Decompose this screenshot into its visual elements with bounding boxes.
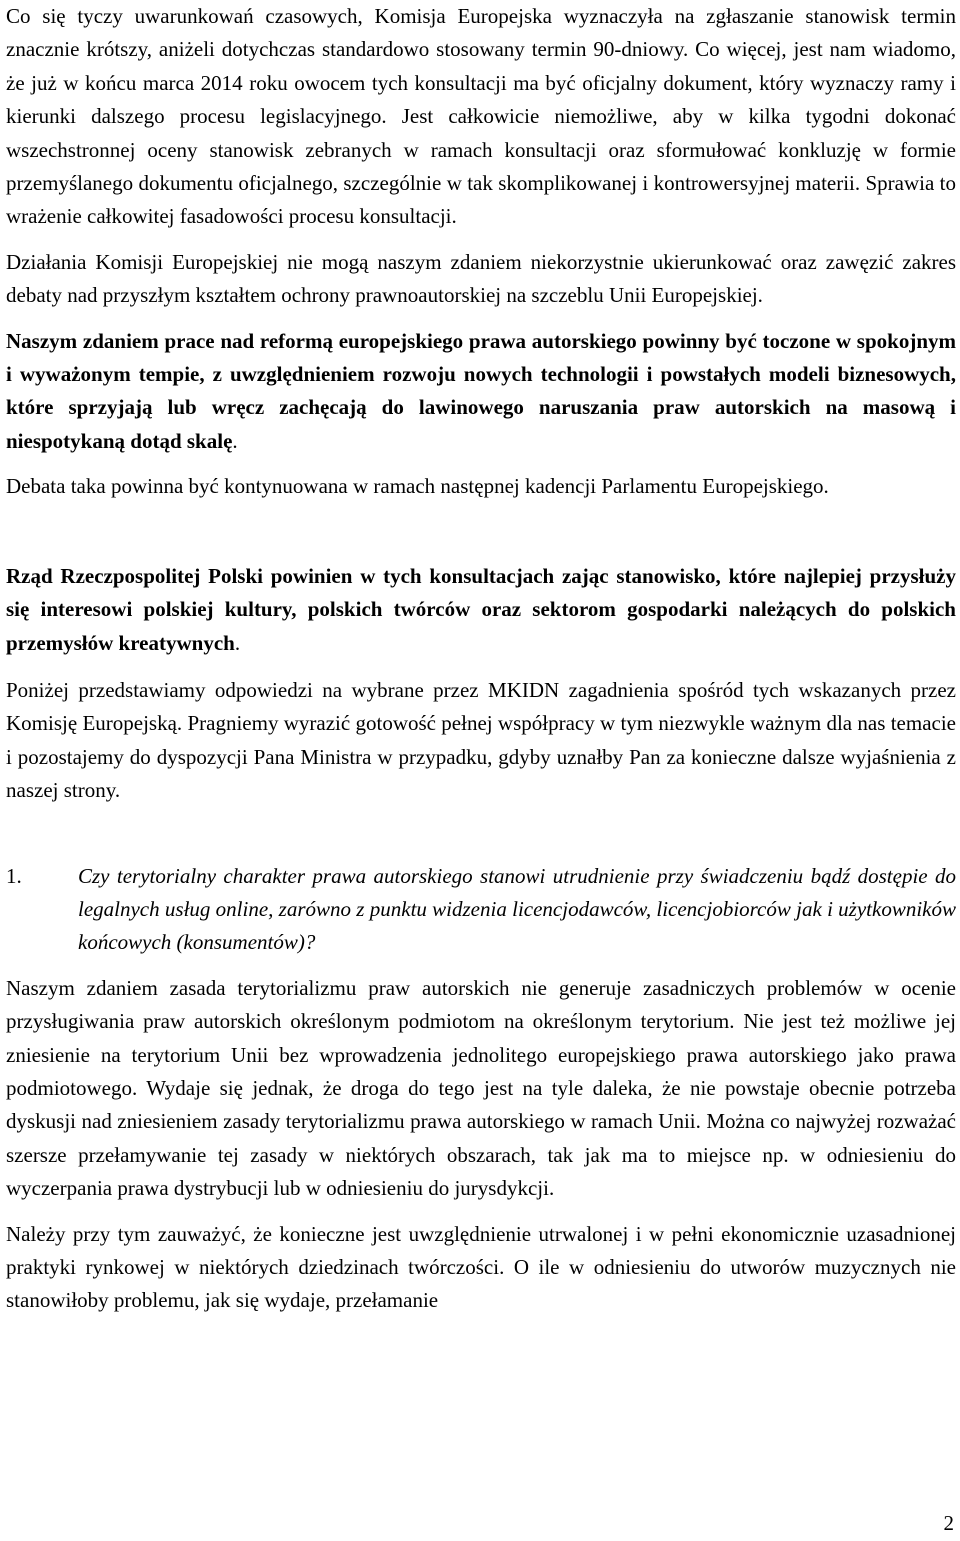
page-number: 2 [943, 1511, 954, 1535]
government-position-period: . [234, 630, 241, 655]
paragraph-commission-actions: Działania Komisji Europejskiej nie mogą naszym zdaniem niekorzystnie ukierunkować oraz zawęzić zakres debaty nad przyszłym kształtem ochrony prawnoautorskiej na szczeblu Unii Europejskiej. [6, 249, 956, 308]
question-text: Czy terytorialny charakter prawa autorskiego stanowi utrudnienie przy świadczeniu bądź dostępie do legalnych usług online, zarówno z punktu widzenia licencjodawców, licencjobiorców jak i użytkowników końcowych (konsumentów)? [78, 863, 956, 955]
paragraph-reform-pace [6, 325, 956, 459]
government-position-bold-text: Rząd Rzeczpospolitej Polski powinien w tych konsultacjach zając stanowisko, które najlepiej przysłuży się interesowi polskiej kultury, polskich twórców oraz sektorom gospodarki należących do polskich przemysłów kreatywnych [6, 563, 956, 655]
document-body [6, 0, 956, 1318]
paragraph-answers-intro: Poniżej przedstawiamy odpowiedzi na wybrane przez MKIDN zagadnienia spośród tych wskazanych przez Komisję Europejską. Pragniemy wyrazić gotowość pełnej współpracy w tym niezwykle ważnym dla nas temacie i pozostajemy do dyspozycji Pana Ministra w przypadku, gdyby uznałby Pan za konieczne dalsze wyjaśnienia z naszej strony. [6, 677, 956, 803]
paragraph-market-practice: Należy przy tym zauważyć, że konieczne jest uwzględnienie utrwalonej i w pełni ekonomicznie uzasadnionej praktyki rynkowej w niektórych dziedzinach twórczości. O ile w odniesieniu do utworów muzycznych nie stanowiłoby problemu, jak się wydaje, przełamanie [6, 1221, 956, 1313]
reform-pace-bold-text: Naszym zdaniem prace nad reformą europejskiego prawa autorskiego powinny być toczone w spokojnym i wyważonym tempie, z uwzględnieniem rozwoju nowych technologii i powstałych modeli biznesowych, które sprzyjają lub wręcz zachęcają do lawinowego naruszania praw autorskich na masową i niespotykaną dotąd skalę [6, 328, 956, 453]
paragraph-territoriality: Naszym zdaniem zasada terytorializmu praw autorskich nie generuje zasadniczych problemów w ocenie przysługiwania praw autorskich określonym podmiotom na określonym terytorium. Nie jest też możliwe jej zniesienie na terytorium Unii bez wprowadzenia jednolitego europejskiego prawa autorskiego jako prawa podmiotowego. Wydaje się jednak, że droga do tego jest na tyle daleka, że nie powstaje obecnie potrzeba dyskusji nad zniesieniem zasady terytorializmu prawa autorskiego w ramach Unii. Można co najwyżej rozważać szersze przełamywanie tej zasady w niektórych obszarach, tak jak ma to miejsce np. w odniesieniu do wyczerpania prawa dystrybucji lub w odniesieniu do jurysdykcji. [6, 975, 956, 1201]
paragraph-debate-continuation: Debata taka powinna być kontynuowana w ramach następnej kadencji Parlamentu Europejskiego. [6, 474, 829, 499]
reform-pace-period: . [232, 428, 238, 453]
paragraph-deadlines: Co się tyczy uwarunkowań czasowych, Komisja Europejska wyznaczyła na zgłaszanie stanowisk termin znacznie krótszy, aniżeli dotychczas standardowo stosowany termin 90-dniowy. Co więcej, jest nam wiadomo, że już w końcu marca 2014 roku owocem tych konsultacji ma być oficjalny dokument, który wyznaczy ramy i kierunki dalszego procesu legislacyjnego. Jest całkowicie niemożliwe, aby w kilka tygodni dokonać wszechstronnej oceny stanowisk zebranych w ramach konsultacji oraz sformułować konkluzję w formie przemyślanego dokumentu oficjalnego, szczególnie w tak skomplikowanej i kontrowersyjnej materii. Sprawia to wrażenie całkowitej fasadowości procesu konsultacji. [6, 4, 956, 229]
paragraph-government-position [6, 560, 956, 660]
question-item-1 [6, 860, 956, 960]
question-number: 1. [6, 863, 22, 888]
